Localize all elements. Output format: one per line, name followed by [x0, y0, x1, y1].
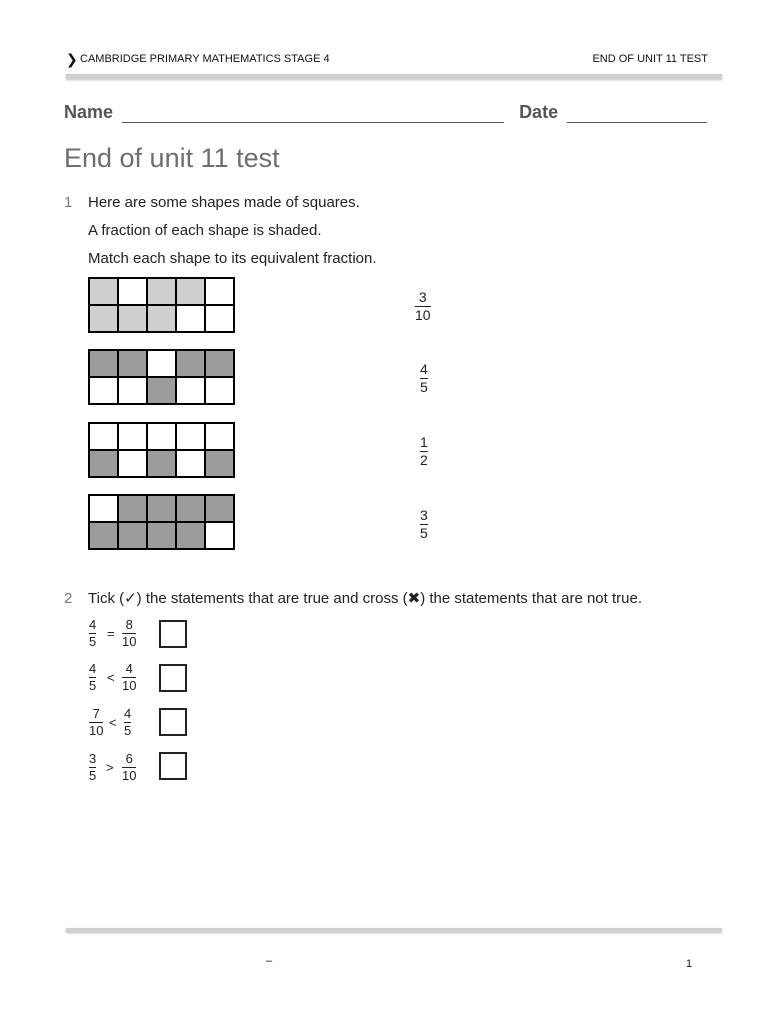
- fraction-numerator: 1: [420, 434, 428, 450]
- shaded-square: [147, 450, 176, 477]
- unshaded-square: [118, 450, 147, 477]
- name-label: Name: [64, 102, 114, 122]
- statement-left-fraction: [89, 707, 103, 738]
- unit-test-label: END OF UNIT 11 TEST: [592, 53, 708, 65]
- fraction-choice[interactable]: [420, 508, 428, 541]
- unshaded-square: [205, 278, 234, 305]
- page-number: 1: [686, 958, 693, 970]
- answer-checkbox[interactable]: [159, 708, 187, 736]
- shaded-square: [118, 495, 147, 522]
- fraction-numerator: 7: [92, 706, 100, 721]
- unshaded-square: [176, 305, 205, 332]
- fraction-numerator: 4: [89, 661, 97, 676]
- unshaded-square: [176, 377, 205, 404]
- statement-right-fraction: [122, 618, 136, 649]
- shaded-square: [89, 522, 118, 549]
- name-date-line: [64, 102, 707, 123]
- fraction-choice[interactable]: [420, 362, 428, 395]
- fraction-denominator: 5: [124, 723, 132, 738]
- square-shape[interactable]: [88, 494, 235, 550]
- statement-right-fraction: [122, 752, 136, 783]
- shaded-square: [89, 350, 118, 377]
- fraction-denominator: 5: [89, 634, 97, 649]
- fraction-denominator: 5: [89, 678, 97, 693]
- date-field[interactable]: [567, 104, 707, 123]
- unshaded-square: [205, 377, 234, 404]
- shaded-square: [147, 522, 176, 549]
- unshaded-square: [205, 522, 234, 549]
- relation-symbol: >: [106, 760, 114, 775]
- fraction-numerator: 8: [125, 617, 133, 632]
- unshaded-square: [89, 495, 118, 522]
- fraction-denominator: 5: [89, 768, 97, 783]
- unshaded-square: [176, 450, 205, 477]
- page-title: End of unit 11 test: [64, 143, 280, 173]
- fraction-numerator: 6: [125, 751, 133, 766]
- question-1-line: Match each shape to its equivalent fraction.: [88, 250, 377, 267]
- unshaded-square: [147, 423, 176, 450]
- footer-dash: –: [266, 955, 273, 967]
- fraction-denominator: 10: [89, 723, 104, 738]
- relation-symbol: <: [109, 715, 117, 730]
- statement-left-fraction: [89, 618, 96, 649]
- fraction-numerator: 3: [418, 289, 427, 305]
- fraction-numerator: 4: [420, 361, 428, 377]
- shaded-square: [147, 305, 176, 332]
- shaded-square: [89, 278, 118, 305]
- shaded-square: [147, 377, 176, 404]
- statement-right-fraction: [122, 662, 136, 693]
- header-rule: [66, 74, 722, 79]
- shaded-square: [118, 305, 147, 332]
- question-1-line: Here are some shapes made of squares.: [88, 194, 360, 211]
- series-title: CAMBRIDGE PRIMARY MATHEMATICS STAGE 4: [80, 53, 330, 65]
- relation-symbol: <: [107, 670, 115, 685]
- fraction-denominator: 2: [420, 452, 428, 468]
- statement-left-fraction: [89, 662, 96, 693]
- unshaded-square: [118, 377, 147, 404]
- square-shape[interactable]: [88, 349, 235, 405]
- fraction-denominator: 10: [415, 307, 431, 323]
- footer-rule: [66, 928, 722, 932]
- answer-checkbox[interactable]: [159, 664, 187, 692]
- relation-symbol: =: [107, 626, 115, 641]
- fraction-denominator: 10: [122, 678, 137, 693]
- unshaded-square: [118, 278, 147, 305]
- shaded-square: [205, 350, 234, 377]
- fraction-numerator: 3: [420, 507, 428, 523]
- chevron-right-icon: ❯: [66, 51, 78, 67]
- shaded-square: [205, 495, 234, 522]
- unshaded-square: [205, 423, 234, 450]
- shaded-square: [176, 350, 205, 377]
- fraction-choice[interactable]: [420, 435, 428, 468]
- unshaded-square: [147, 350, 176, 377]
- shaded-square: [147, 495, 176, 522]
- fraction-denominator: 5: [420, 379, 428, 395]
- shaded-square: [118, 522, 147, 549]
- fraction-numerator: 4: [89, 617, 97, 632]
- statement-left-fraction: [89, 752, 96, 783]
- unshaded-square: [176, 423, 205, 450]
- name-field[interactable]: [122, 104, 504, 123]
- square-shape[interactable]: [88, 277, 235, 333]
- statement-right-fraction: [124, 707, 131, 738]
- question-2-number: 2: [64, 590, 73, 607]
- date-label: Date: [519, 102, 559, 122]
- answer-checkbox[interactable]: [159, 752, 187, 780]
- shaded-square: [205, 450, 234, 477]
- unshaded-square: [205, 305, 234, 332]
- square-shape[interactable]: [88, 422, 235, 478]
- fraction-numerator: 3: [89, 751, 97, 766]
- question-2-instruction: Tick (✓) the statements that are true and cross (✖) the statements that are not true.: [88, 590, 642, 607]
- unshaded-square: [89, 377, 118, 404]
- fraction-choice[interactable]: [415, 290, 431, 323]
- shaded-square: [89, 450, 118, 477]
- question-1-line: A fraction of each shape is shaded.: [88, 222, 322, 239]
- unshaded-square: [118, 423, 147, 450]
- fraction-denominator: 10: [122, 634, 137, 649]
- shaded-square: [118, 350, 147, 377]
- shaded-square: [147, 278, 176, 305]
- fraction-numerator: 4: [125, 661, 133, 676]
- shaded-square: [176, 495, 205, 522]
- question-1-number: 1: [64, 194, 73, 211]
- unshaded-square: [89, 423, 118, 450]
- fraction-denominator: 10: [122, 768, 137, 783]
- answer-checkbox[interactable]: [159, 620, 187, 648]
- fraction-denominator: 5: [420, 525, 428, 541]
- shaded-square: [176, 278, 205, 305]
- page-header: [66, 52, 708, 68]
- shaded-square: [176, 522, 205, 549]
- shaded-square: [89, 305, 118, 332]
- fraction-numerator: 4: [124, 706, 132, 721]
